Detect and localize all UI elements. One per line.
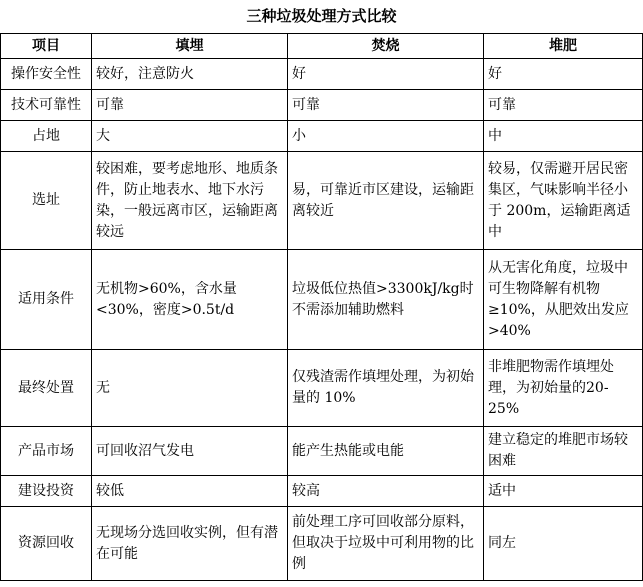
cell-landfill: 较好，注意防火 <box>92 59 288 90</box>
row-label: 技术可靠性 <box>1 90 92 121</box>
row-label: 产品市场 <box>1 427 92 476</box>
cell-compost: 较易，仅需避开居民密集区，气味影响半径小于 200m，运输距离适中 <box>484 152 643 250</box>
cell-compost: 建立稳定的堆肥市场较困难 <box>484 427 643 476</box>
cell-compost: 非堆肥物需作填埋处理，为初始量的20-25% <box>484 350 643 427</box>
row-label: 操作安全性 <box>1 59 92 90</box>
cell-incineration: 仅残渣需作填埋处理，为初始量的 10% <box>288 350 484 427</box>
row-label: 占地 <box>1 121 92 152</box>
comparison-table <box>0 33 643 581</box>
cell-incineration: 垃圾低位热值>3300kJ/kg时不需添加辅助燃料 <box>288 250 484 350</box>
table-row <box>1 350 643 427</box>
cell-incineration: 可靠 <box>288 90 484 121</box>
row-label: 资源回收 <box>1 507 92 581</box>
table-row <box>1 507 643 581</box>
cell-landfill: 无机物>60%，含水量<30%，密度>0.5t/d <box>92 250 288 350</box>
row-label: 选址 <box>1 152 92 250</box>
cell-landfill: 可靠 <box>92 90 288 121</box>
header-row <box>1 34 643 59</box>
cell-landfill: 可回收沼气发电 <box>92 427 288 476</box>
cell-landfill: 较困难，要考虑地形、地质条件，防止地表水、地下水污染，一般远离市区，运输距离较远 <box>92 152 288 250</box>
table-row <box>1 59 643 90</box>
row-label: 建设投资 <box>1 476 92 507</box>
cell-compost: 同左 <box>484 507 643 581</box>
header-incineration: 焚烧 <box>288 34 484 59</box>
cell-incineration: 较高 <box>288 476 484 507</box>
cell-landfill: 无 <box>92 350 288 427</box>
table-row <box>1 427 643 476</box>
cell-compost: 适中 <box>484 476 643 507</box>
cell-incineration: 易，可靠近市区建设，运输距离较近 <box>288 152 484 250</box>
table-row <box>1 121 643 152</box>
table-row <box>1 90 643 121</box>
cell-landfill: 较低 <box>92 476 288 507</box>
cell-compost: 好 <box>484 59 643 90</box>
cell-compost: 可靠 <box>484 90 643 121</box>
row-label: 最终处置 <box>1 350 92 427</box>
cell-incineration: 好 <box>288 59 484 90</box>
table-row <box>1 476 643 507</box>
cell-compost: 中 <box>484 121 643 152</box>
table-row <box>1 250 643 350</box>
cell-landfill: 无现场分选回收实例，但有潜在可能 <box>92 507 288 581</box>
header-landfill: 填埋 <box>92 34 288 59</box>
header-compost: 堆肥 <box>484 34 643 59</box>
row-label: 适用条件 <box>1 250 92 350</box>
cell-landfill: 大 <box>92 121 288 152</box>
cell-incineration: 前处理工序可回收部分原料，但取决于垃圾中可利用物的比例 <box>288 507 484 581</box>
table-title: 三种垃圾处理方式比较 <box>246 7 397 25</box>
cell-incineration: 小 <box>288 121 484 152</box>
header-item: 项目 <box>1 34 92 59</box>
table-row <box>1 152 643 250</box>
cell-compost: 从无害化角度，垃圾中可生物降解有机物≥10%，从肥效出发应>40% <box>484 250 643 350</box>
cell-incineration: 能产生热能或电能 <box>288 427 484 476</box>
